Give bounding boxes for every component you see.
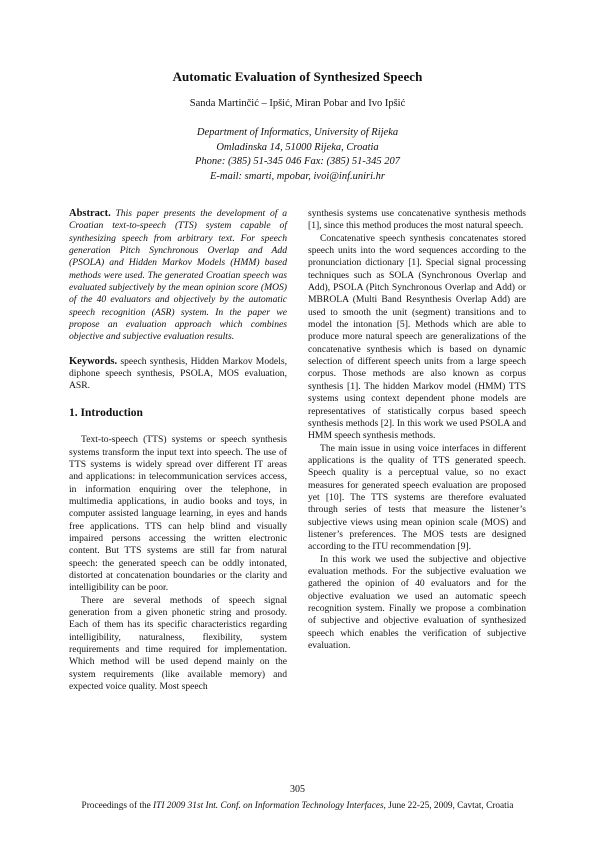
footer-suffix: June 22-25, 2009, Cavtat, Croatia	[385, 801, 514, 811]
right-paragraph-2: The main issue in using voice interfaces in different applications is the quality of TTS generated speech. Speech quality is a perceptual value, so no exact measures for generated speech evaluation are proposed yet [10]. The TTS systems are therefore evaluated through series of tests that measure the listener’s subjective views using mean opinion scale (MOS) and listener’s preferences. The MOS tests are designed according to the ITU recommendation [9].	[308, 442, 526, 553]
footer-prefix: Proceedings of the	[81, 801, 154, 811]
right-paragraph-3: In this work we used the subjective and objective evaluation methods. For the subjective evaluation we gathered the opinion of 40 evaluators and for the objective evaluation we used an automatic speech recognition system. Finally we propose a combination of subjective and objective evaluation of synthesized speech which enables the verification of subjective evaluation.	[308, 553, 526, 652]
paper-authors: Sanda Martinčić – Ipšić, Miran Pobar and Ivo Ipšić	[189, 98, 406, 109]
abstract-heading: Abstract.	[69, 208, 111, 219]
intro-paragraph-2: There are several methods of speech signal generation from a given phonetic string and prosody. Each of them has its specific characteristics regarding intelligibility, naturalness, flexibility, system requirements and time required for implementation. Which method will be used depend mainly on the system requirements (like available memory) and expected voice quality. Most speech	[69, 594, 287, 693]
keywords-heading: Keywords.	[69, 355, 118, 367]
section-heading-introduction: 1. Introduction	[69, 406, 143, 419]
affiliation-address: Omladinska 14, 51000 Rijeka, Croatia	[216, 141, 379, 153]
footer-conference: ITI 2009 31st Int. Conf. on Information Technology Interfaces,	[153, 801, 386, 811]
right-column	[308, 208, 526, 652]
abstract-text: This paper presents the development of a Croatian text-to-speech (TTS) system capable of synthesizing speech from arbitrary text. For speech generation Pitch Synchronous Overlap and Add (PSOLA) and Hidden Markov Models (HMM) based methods were used. The generated Croatian speech was evaluated subjectively by the mean opinion score (MOS) of the 40 evaluators and objectively by the automatic speech recognition (ASR) system. In the paper we propose an evaluation approach which combines objective and subjective evaluation results.	[69, 208, 287, 343]
right-paragraph-0: synthesis systems use concatenative synthesis methods [1], since this method produces the most natural speech.	[308, 208, 526, 232]
abstract-paragraph	[69, 208, 287, 344]
keywords-paragraph	[69, 356, 287, 393]
intro-paragraph-1: Text-to-speech (TTS) systems or speech synthesis systems transform the input text into speech. The use of TTS systems is widely spread over different IT areas and applications: in telecommunication services access, in information enquiring over the telephone, in multimedia applications, in audio books and toys, in computer assisted language learning, in eyes and hands free applications. TTS can help blind and visually impaired persons accessing the written electronic content. But TTS systems are still far from natural speech: the generated speech can be oddly intonated, distorted at concatenation boundaries or the clarity and intelligibility can be poor.	[69, 434, 287, 594]
paper-title: Automatic Evaluation of Synthesized Speech	[172, 69, 423, 84]
page-number: 305	[290, 784, 305, 795]
proceedings-footer	[0, 801, 595, 811]
keywords-text: speech synthesis, Hidden Markov Models, diphone speech synthesis, PSOLA, MOS evaluation, ASR.	[69, 355, 287, 392]
affiliation-department: Department of Informatics, University of Rijeka	[196, 127, 399, 138]
affiliation-block	[0, 126, 595, 184]
affiliation-email: E-mail: smarti, mpobar, ivoi@inf.uniri.hr	[209, 170, 386, 182]
left-column	[69, 208, 287, 693]
right-paragraph-1: Concatenative speech synthesis concatenates stored speech units into the word sequences according to the pronunciation dictionary [1]. Special signal processing techniques such as SOLA (Synchronous Overlap and Add), PSOLA (Pitch Synchronous Overlap and Add) or MBROLA (Multi Band Resynthesis Overlap Add) are used to smooth the unit (segment) transitions and to model the intonation [5]. Methods which are able to produce more natural speech are generalizations of the concatenative synthesis which is based on dynamic selection of different speech units from a large speech corpus. Those methods are also known as corpus synthesis [1]. The hidden Markov model (HMM) TTS systems using context dependent phone models are representatives of statistically corpus based speech synthesis methods [2]. In this work we used PSOLA and HMM speech synthesis methods.	[308, 232, 526, 442]
affiliation-phone: Phone: (385) 51-345 046 Fax: (385) 51-345 207	[195, 156, 400, 167]
